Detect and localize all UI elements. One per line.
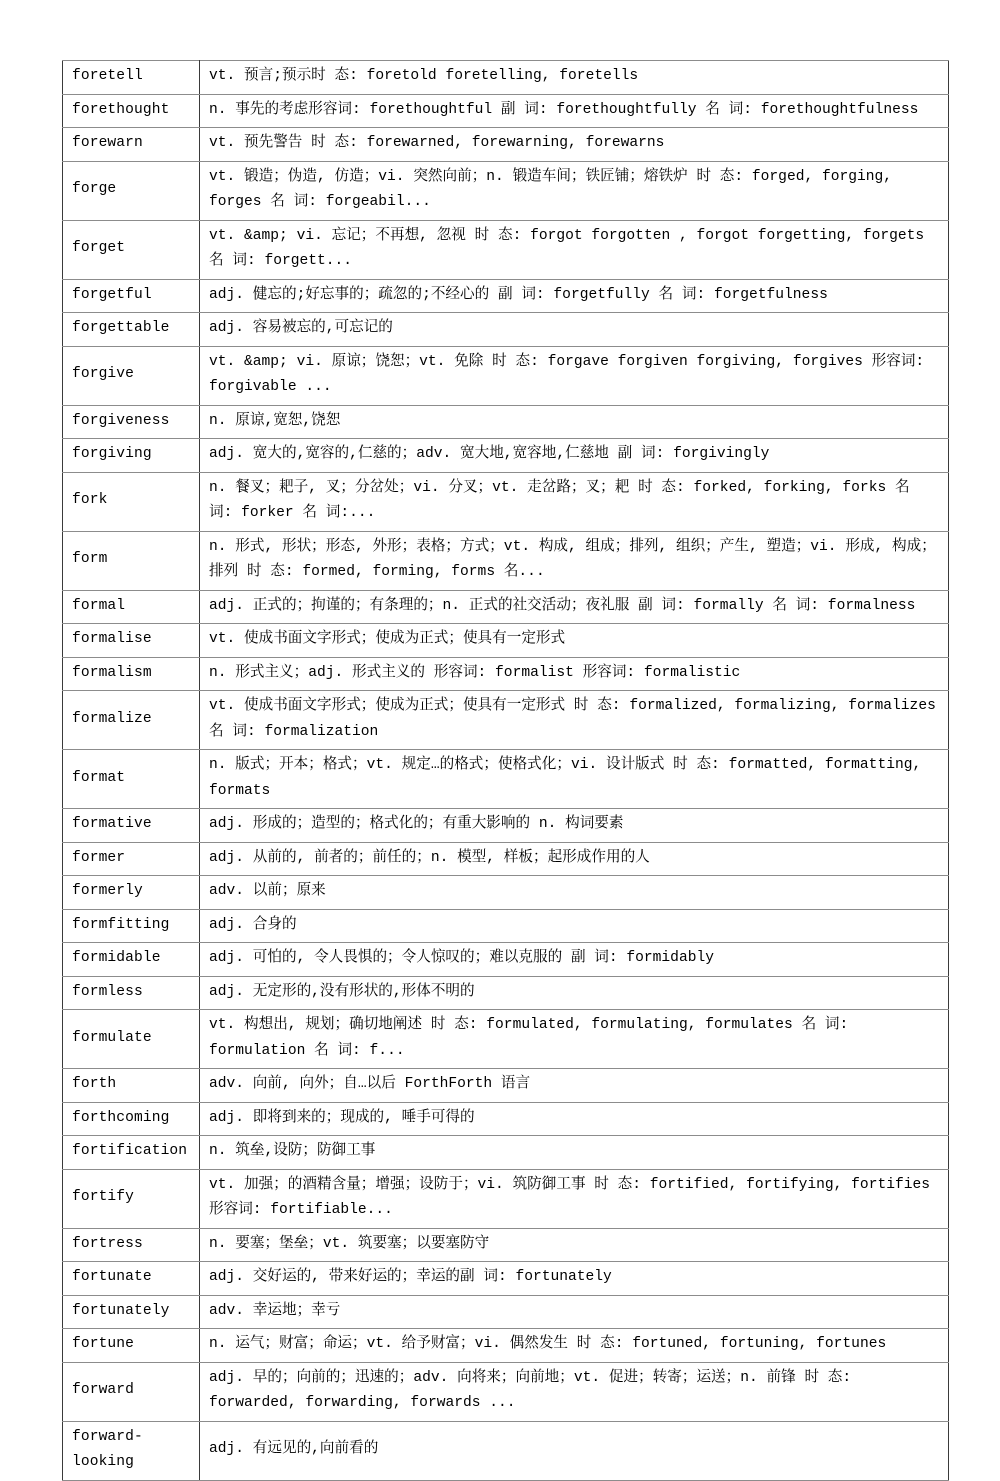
word-cell: formulate [63,1010,200,1069]
table-row [63,313,949,347]
table-row [63,439,949,473]
dictionary-table-body [63,61,949,1481]
definition-cell: adj. 形成的；造型的；格式化的；有重大影响的 n. 构词要素 [200,809,949,843]
table-row [63,128,949,162]
definition-cell: adj. 从前的, 前者的；前任的；n. 模型, 样板；起形成作用的人 [200,842,949,876]
table-row [63,657,949,691]
definition-cell: vt. 使成书面文字形式；使成为正式；使具有一定形式 时 态: formalized, formalizing, formalizes 名 词: formalization [200,691,949,750]
definition-cell: adj. 可怕的, 令人畏惧的；令人惊叹的；难以克服的 副 词: formidably [200,943,949,977]
definition-cell: adj. 容易被忘的,可忘记的 [200,313,949,347]
table-row [63,691,949,750]
word-cell: forthcoming [63,1102,200,1136]
word-cell: forethought [63,94,200,128]
definition-cell: n. 形式, 形状；形态, 外形；表格；方式；vt. 构成, 组成；排列, 组织；产生, 塑造；vi. 形成, 构成；排列 时 态: formed, forming, forms 名... [200,531,949,590]
table-row [63,61,949,95]
table-row [63,1421,949,1480]
definition-cell: n. 餐叉；耙子, 叉；分岔处；vi. 分叉；vt. 走岔路；叉；耙 时 态: forked, forking, forks 名 词: forker 名 词:... [200,472,949,531]
table-row [63,876,949,910]
word-cell: fortunately [63,1295,200,1329]
definition-cell: n. 形式主义；adj. 形式主义的 形容词: formalist 形容词: formalistic [200,657,949,691]
definition-cell: vt. 加强；的酒精含量；增强；设防于；vi. 筑防御工事 时 态: fortified, fortifying, fortifies 形容词: fortifiable... [200,1169,949,1228]
word-cell: forgiveness [63,405,200,439]
table-row [63,590,949,624]
word-cell: fork [63,472,200,531]
table-row [63,909,949,943]
definition-cell: vt. 预言;预示时 态: foretold foretelling, foretells [200,61,949,95]
definition-cell: adj. 交好运的, 带来好运的；幸运的副 词: fortunately [200,1262,949,1296]
word-cell: forth [63,1069,200,1103]
definition-cell: vt. 构想出, 规划；确切地阐述 时 态: formulated, formulating, formulates 名 词: formulation 名 词: f... [200,1010,949,1069]
word-cell: foretell [63,61,200,95]
word-cell: formfitting [63,909,200,943]
table-row [63,94,949,128]
table-row [63,220,949,279]
word-cell: format [63,750,200,809]
definition-cell: n. 运气；财富；命运；vt. 给予财富；vi. 偶然发生 时 态: fortuned, fortuning, fortunes [200,1329,949,1363]
word-cell: forward [63,1362,200,1421]
definition-cell: adv. 以前；原来 [200,876,949,910]
word-cell: formalise [63,624,200,658]
definition-cell: adj. 合身的 [200,909,949,943]
definition-cell: n. 要塞；堡垒；vt. 筑要塞；以要塞防守 [200,1228,949,1262]
definition-cell: vt. &amp; vi. 原谅；饶恕；vt. 免除 时 态: forgave forgiven forgiving, forgives 形容词: forgivable ... [200,346,949,405]
word-cell: formal [63,590,200,624]
word-cell: formidable [63,943,200,977]
word-cell: form [63,531,200,590]
definition-cell: adj. 即将到来的；现成的, 唾手可得的 [200,1102,949,1136]
table-row [63,976,949,1010]
table-row [63,405,949,439]
definition-cell: adj. 早的；向前的；迅速的；adv. 向将来；向前地；vt. 促进；转寄；运送；n. 前锋 时 态: forwarded, forwarding, forwards ... [200,1362,949,1421]
table-row [63,1069,949,1103]
table-row [63,842,949,876]
table-row [63,1295,949,1329]
definition-cell: vt. 使成书面文字形式；使成为正式；使具有一定形式 [200,624,949,658]
word-cell: forge [63,161,200,220]
definition-cell: adj. 有远见的,向前看的 [200,1421,949,1480]
definition-cell: adj. 无定形的,没有形状的,形体不明的 [200,976,949,1010]
word-cell: formalize [63,691,200,750]
definition-cell: n. 原谅,宽恕,饶恕 [200,405,949,439]
definition-cell: vt. 预先警告 时 态: forewarned, forewarning, forewarns [200,128,949,162]
word-cell: forgettable [63,313,200,347]
word-cell: forgetful [63,279,200,313]
definition-cell: adv. 向前, 向外；自…以后 ForthForth 语言 [200,1069,949,1103]
table-row [63,472,949,531]
table-row [63,1169,949,1228]
definition-cell: n. 事先的考虑形容词: forethoughtful 副 词: forethoughtfully 名 词: forethoughtfulness [200,94,949,128]
definition-cell: n. 筑垒,设防；防御工事 [200,1136,949,1170]
table-row [63,624,949,658]
word-cell: forewarn [63,128,200,162]
word-cell: forget [63,220,200,279]
table-row [63,943,949,977]
word-cell: formalism [63,657,200,691]
word-cell: fortunate [63,1262,200,1296]
table-row [63,1102,949,1136]
word-cell: fortification [63,1136,200,1170]
word-cell: fortress [63,1228,200,1262]
definition-cell: adv. 幸运地；幸亏 [200,1295,949,1329]
table-row [63,1010,949,1069]
table-row [63,1262,949,1296]
word-cell: forgive [63,346,200,405]
definition-cell: vt. 锻造；伪造, 仿造；vi. 突然向前；n. 锻造车间；铁匠铺；熔铁炉 时 态: forged, forging, forges 名 词: forgeabil... [200,161,949,220]
table-row [63,1136,949,1170]
word-cell: forgiving [63,439,200,473]
table-row [63,750,949,809]
definition-cell: n. 版式；开本；格式；vt. 规定…的格式；使格式化；vi. 设计版式 时 态: formatted, formatting, formats [200,750,949,809]
definition-cell: vt. &amp; vi. 忘记；不再想, 忽视 时 态: forgot forgotten , forgot forgetting, forgets 名 词: forgett... [200,220,949,279]
word-cell: forward-looking [63,1421,200,1480]
word-cell: formerly [63,876,200,910]
table-row [63,1362,949,1421]
table-row [63,1329,949,1363]
table-row [63,531,949,590]
dictionary-table [62,60,949,1481]
definition-cell: adj. 宽大的,宽容的,仁慈的；adv. 宽大地,宽容地,仁慈地 副 词: forgivingly [200,439,949,473]
word-cell: formative [63,809,200,843]
table-row [63,809,949,843]
word-cell: fortune [63,1329,200,1363]
table-row [63,279,949,313]
table-row [63,346,949,405]
word-cell: fortify [63,1169,200,1228]
table-row [63,161,949,220]
word-cell: formless [63,976,200,1010]
word-cell: former [63,842,200,876]
definition-cell: adj. 正式的；拘谨的；有条理的；n. 正式的社交活动；夜礼服 副 词: formally 名 词: formalness [200,590,949,624]
definition-cell: adj. 健忘的;好忘事的；疏忽的;不经心的 副 词: forgetfully 名 词: forgetfulness [200,279,949,313]
table-row [63,1228,949,1262]
